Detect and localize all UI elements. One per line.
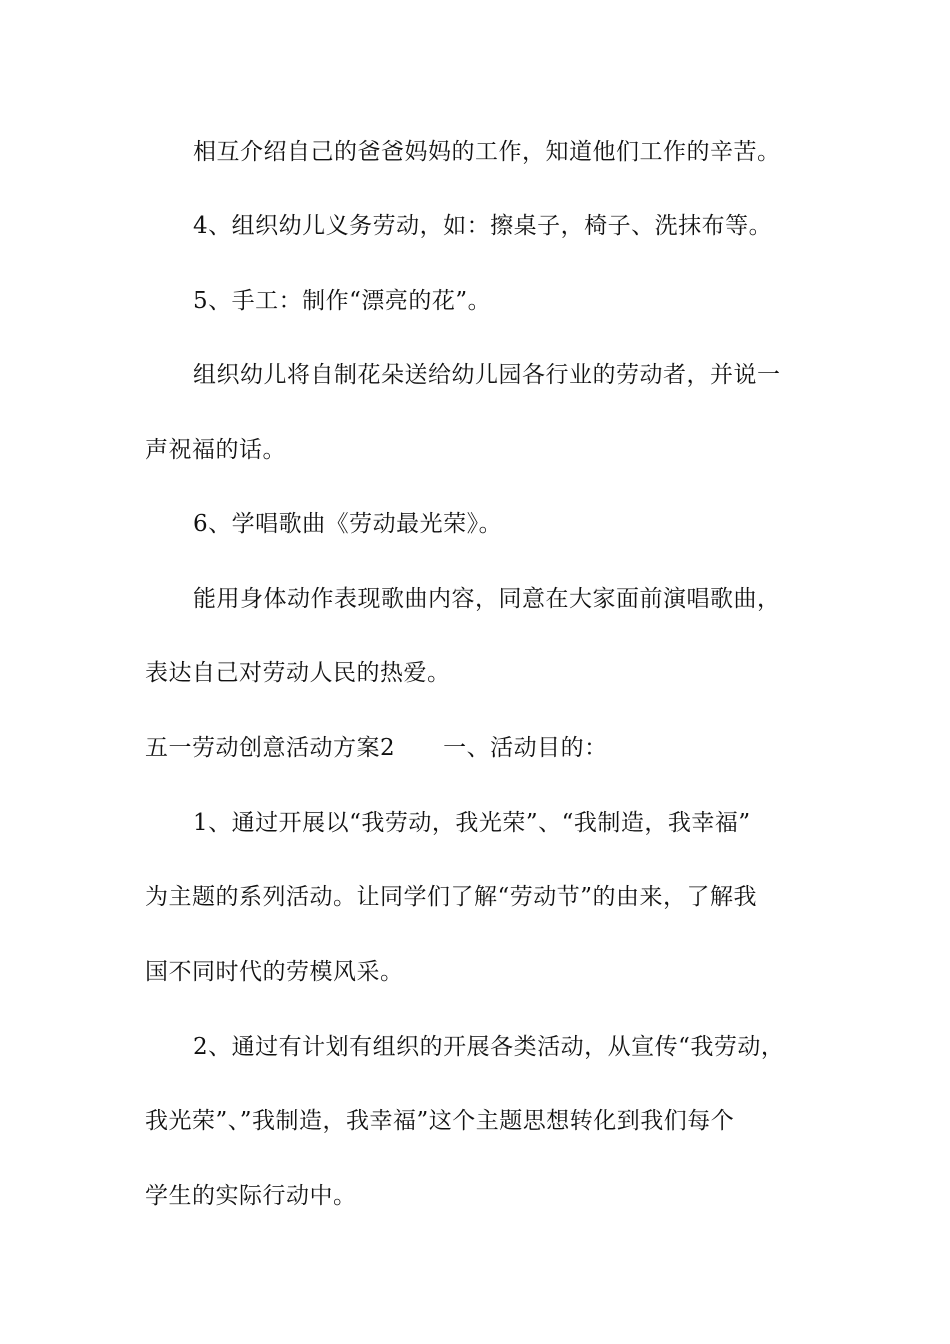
paragraph-line: 我光荣”、”我制造，我幸福”这个主题思想转化到我们每个 — [145, 1108, 735, 1134]
paragraph-line: 2、通过有计划有组织的开展各类活动，从宣传“我劳动， — [193, 1034, 785, 1060]
paragraph-line: 1、通过开展以“我劳动，我光荣”、“我制造，我幸福” — [193, 810, 751, 836]
section-heading — [145, 728, 825, 768]
section-title: 五一劳动创意活动方案2 — [145, 735, 396, 761]
paragraph-line: 表达自己对劳动人民的热爱。 — [145, 660, 451, 686]
paragraph-line: 6、学唱歌曲《劳动最光荣》。 — [193, 511, 503, 537]
paragraph-line: 声祝福的话。 — [145, 437, 286, 463]
paragraph-line: 国不同时代的劳模风采。 — [145, 959, 404, 985]
paragraph-line: 为主题的系列活动。让同学们了解“劳动节”的由来，了解我 — [145, 884, 758, 910]
paragraph-line: 4、组织幼儿义务劳动，如：擦桌子，椅子、洗抹布等。 — [193, 213, 773, 239]
section-subtitle: 一、活动目的： — [443, 735, 608, 761]
paragraph-line: 5、手工：制作“漂亮的花”。 — [193, 288, 492, 314]
paragraph-line: 相互介绍自己的爸爸妈妈的工作，知道他们工作的辛苦。 — [193, 139, 781, 165]
paragraph-line: 能用身体动作表现歌曲内容，同意在大家面前演唱歌曲， — [193, 586, 781, 612]
paragraph-line: 学生的实际行动中。 — [145, 1183, 357, 1209]
paragraph-line: 组织幼儿将自制花朵送给幼儿园各行业的劳动者，并说一 — [193, 362, 781, 388]
